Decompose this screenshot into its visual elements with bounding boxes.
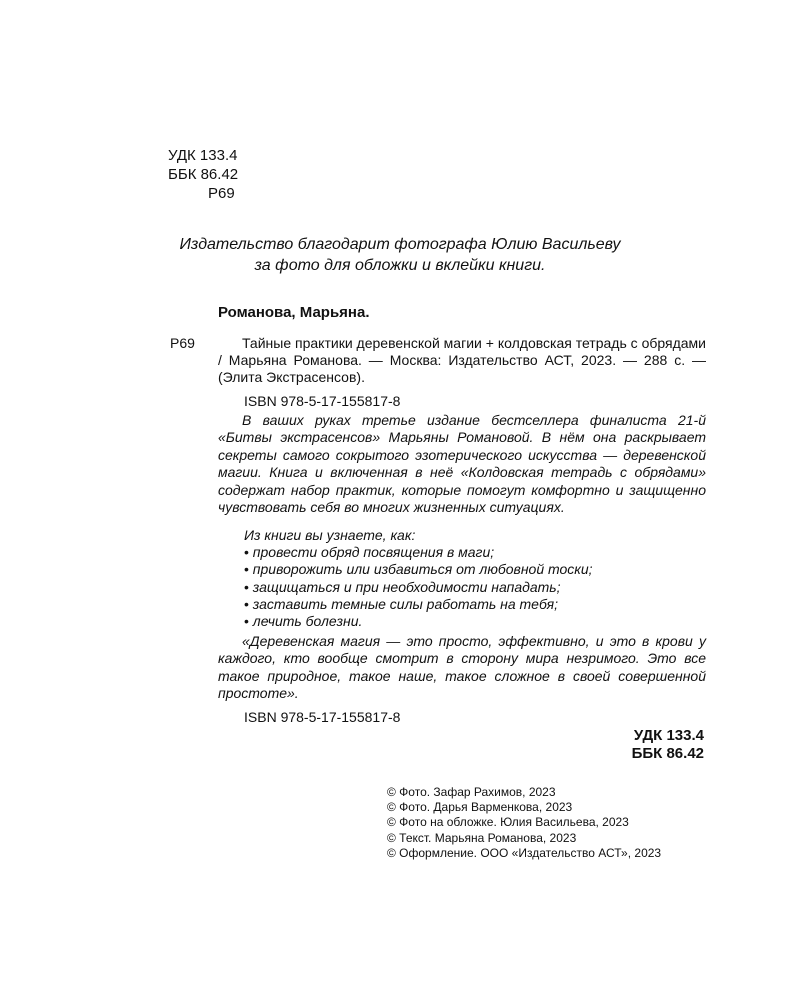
- udk-code-repeat: УДК 133.4: [633, 727, 704, 744]
- list-item: • защищаться и при необходимости нападать;: [244, 579, 714, 596]
- classification-block: [168, 146, 238, 203]
- acknowledgement: [130, 234, 670, 276]
- list-item: • приворожить или избавиться от любовной тоски;: [244, 561, 714, 578]
- list-item: • провести обряд посвящения в маги;: [244, 544, 714, 561]
- classification-repeat: [632, 727, 704, 763]
- isbn-repeat: ISBN 978-5-17-155817-8: [244, 709, 401, 725]
- learn-list: [244, 527, 714, 630]
- acknowledgement-line: Издательство благодарит фотографа Юлию Васильеву: [179, 236, 621, 253]
- isbn: ISBN 978-5-17-155817-8: [244, 393, 401, 409]
- annotation: В ваших руках третье издание бестселлера финалиста 21-й «Битвы экстрасенсов» Марьяны Романовой. В нём она раскрывает секреты самого сокрытого эзотерического искусства — деревенской магии. Книга и включенная в неё «Колдовская тетрадь с обрядами» содержат набор практик, которые помогут комфортно и защищенно чувствовать себя во многих жизненных ситуациях.: [218, 412, 706, 516]
- copyright-line: © Фото. Зафар Рахимов, 2023: [387, 785, 556, 799]
- list-item: • заставить темные силы работать на тебя;: [244, 596, 714, 613]
- udk-code: УДК 133.4: [168, 147, 238, 164]
- copyright-line: © Фото на обложке. Юлия Васильева, 2023: [387, 815, 629, 830]
- list-intro: Из книги вы узнаете, как:: [244, 527, 416, 543]
- list-item: • лечить болезни.: [244, 613, 714, 630]
- bbk-code: ББК 86.42: [168, 166, 239, 183]
- copyright-block: [387, 785, 661, 861]
- bbk-code-repeat: ББК 86.42: [631, 745, 704, 762]
- author-heading: Романова, Марьяна.: [218, 304, 370, 321]
- copyright-line: © Текст. Марьяна Романова, 2023: [387, 830, 577, 845]
- cutter-code: Р69: [208, 185, 235, 202]
- copyright-line: © Фото. Дарья Варменкова, 2023: [387, 800, 573, 815]
- copyright-line: © Оформление. ООО «Издательство АСТ», 2023: [387, 845, 662, 860]
- catalog-code: Р69: [170, 335, 195, 351]
- author-quote: «Деревенская магия — это просто, эффективно, и это в крови у каждого, кто вообще смотрит в сторону мира незримого. Это все такое природное, такое наше, такое сложное в своей совершенной простоте».: [218, 633, 706, 702]
- bibliographic-description: Тайные практики деревенской магии + колдовская тетрадь с обрядами / Марьяна Романова. — Москва: Издательство АСТ, 2023. — 288 с. — (Элита Экстрасенсов).: [218, 335, 706, 385]
- acknowledgement-line: за фото для обложки и вклейки книги.: [254, 257, 546, 274]
